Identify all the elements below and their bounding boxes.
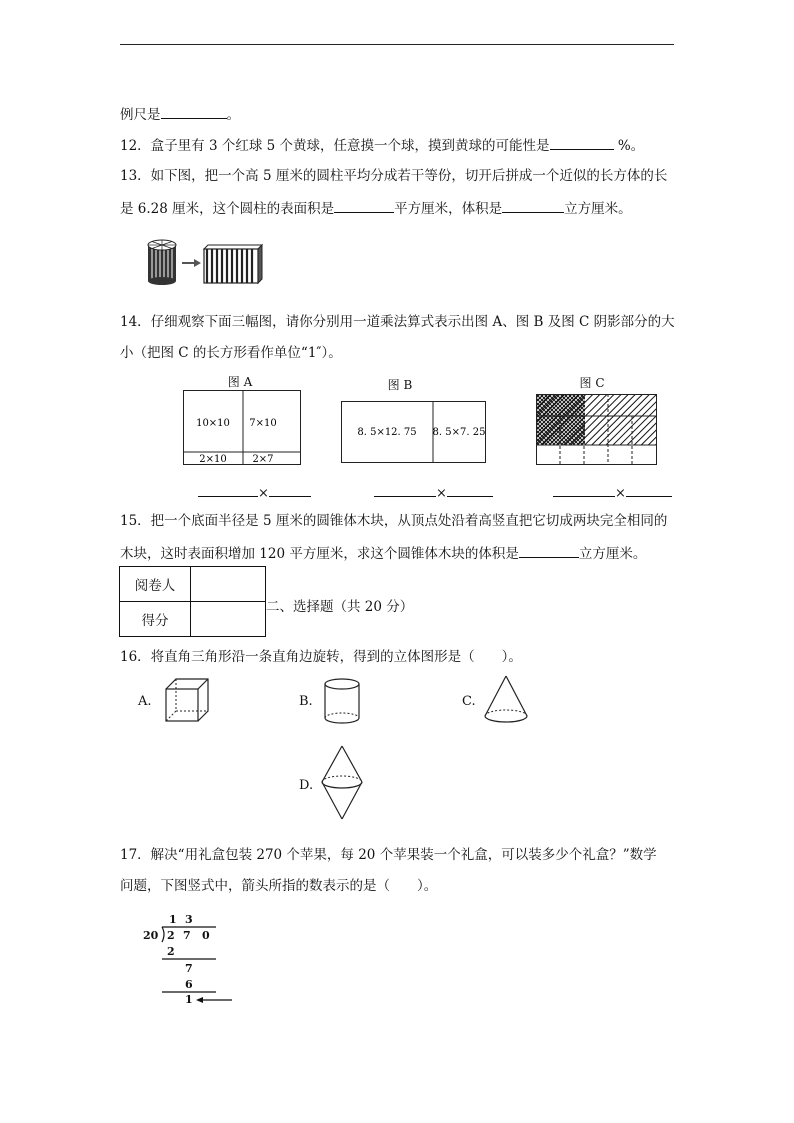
- long-division-figure: [140, 912, 240, 1008]
- answer-blank[interactable]: [502, 198, 564, 213]
- cone-icon[interactable]: [482, 674, 530, 726]
- figure-b-title: 图 B: [387, 378, 413, 392]
- step-3-value: 6: [185, 978, 193, 991]
- double-cone-icon[interactable]: [318, 744, 366, 822]
- question-11-tail: 例尺是 。: [120, 104, 240, 124]
- question-15-line2: 木块，这时表面积增加 120 平方厘米，求这个圆锥体木块的体积是 立方厘米。: [120, 543, 646, 563]
- question-17-line2: 问题，下图竖式中，箭头所指的数表示的是（ ）。: [120, 878, 438, 894]
- step-1-value: 2: [167, 945, 175, 958]
- option-d-label[interactable]: D.: [299, 778, 314, 793]
- figure-b-cell-1: 8. 5×12. 75: [357, 427, 417, 438]
- answer-blank[interactable]: [626, 482, 672, 497]
- header-rule: [120, 44, 674, 45]
- figure-a-cell-2: 7×10: [249, 418, 277, 429]
- score-label: 得分: [120, 602, 191, 637]
- answer-blank[interactable]: [269, 482, 311, 497]
- figure-a-cell-1: 10×10: [196, 418, 230, 429]
- question-17-line1: 17．解决“用礼盒包装 270 个苹果，每 20 个苹果装一个礼盒，可以装多少个礼盒？”数学: [120, 847, 657, 863]
- option-c-label[interactable]: C.: [462, 694, 476, 709]
- score-cell[interactable]: [191, 602, 266, 637]
- dividend-digit-2: 7: [183, 929, 191, 942]
- answer-blank[interactable]: [519, 543, 579, 558]
- figure-a-title: 图 A: [227, 375, 253, 389]
- answer-blank[interactable]: [553, 482, 615, 497]
- reviewer-cell[interactable]: [191, 567, 266, 602]
- answer-blank[interactable]: [550, 135, 614, 150]
- section-heading: 二、选择题（共 20 分）: [266, 599, 414, 615]
- question-12: 12．盒子里有 3 个红球 5 个黄球，任意摸一个球，摸到黄球的可能性是 %。: [120, 135, 644, 155]
- cylinder-image: [148, 240, 176, 285]
- cuboid-image: [204, 245, 262, 283]
- option-a-label[interactable]: A.: [138, 694, 152, 709]
- dividend-digit-3: 0: [202, 929, 210, 942]
- answer-blank[interactable]: [161, 104, 227, 119]
- quotient-digit-1: 1: [169, 913, 177, 926]
- question-16: 16．将直角三角形沿一条直角边旋转，得到的立体图形是（ ）。: [120, 649, 522, 665]
- figure-a-answer: ×: [198, 482, 311, 501]
- question-15-line1: 15．把一个底面半径是 5 厘米的圆锥体木块，从顶点处沿着高竖直把它切成两块完全相同的: [120, 513, 668, 529]
- question-14-line1: 14．仔细观察下面三幅图，请你分别用一道乘法算式表示出图 A、图 B 及图 C 阴影部分的大: [120, 314, 675, 330]
- arrow-left-icon: [196, 997, 232, 1003]
- figure-b-cell-2: 8. 5×7. 25: [432, 427, 486, 438]
- divisor: 20: [143, 929, 159, 942]
- answer-blank[interactable]: [198, 482, 258, 497]
- figure-a-cell-4: 2×7: [252, 454, 274, 465]
- figure-b-answer: ×: [374, 482, 493, 501]
- cylinder-to-cuboid-figure: [144, 237, 266, 287]
- figure-b: [341, 401, 487, 465]
- figure-c-answer: ×: [553, 482, 672, 501]
- option-b-label[interactable]: B.: [299, 694, 313, 709]
- remainder-value: 1: [185, 993, 193, 1006]
- cube-icon[interactable]: [163, 676, 211, 724]
- quotient-digit-2: 3: [185, 913, 193, 926]
- answer-blank[interactable]: [334, 198, 394, 213]
- figure-c: [536, 394, 658, 466]
- figure-c-title: 图 C: [579, 376, 605, 390]
- answer-blank[interactable]: [374, 482, 436, 497]
- figure-a: [183, 390, 301, 466]
- answer-blank[interactable]: [447, 482, 493, 497]
- figure-a-cell-3: 2×10: [199, 454, 227, 465]
- dividend-digit-1: 2: [167, 929, 175, 942]
- score-table: [119, 566, 266, 637]
- division-bracket: [162, 927, 164, 942]
- cylinder-icon[interactable]: [321, 676, 363, 726]
- question-13-line1: 13．如下图，把一个高 5 厘米的圆柱平均分成若干等份，切开后拼成一个近似的长方体的长: [120, 168, 668, 184]
- question-14-line2: 小（把图 C 的长方形看作单位“1″）。: [120, 345, 342, 361]
- step-2-value: 7: [185, 962, 193, 975]
- reviewer-label: 阅卷人: [120, 567, 191, 602]
- question-13-line2: 是 6.28 厘米，这个圆柱的表面积是 平方厘米，体积是 立方厘米。: [120, 198, 632, 218]
- arrow-icon: [182, 259, 201, 267]
